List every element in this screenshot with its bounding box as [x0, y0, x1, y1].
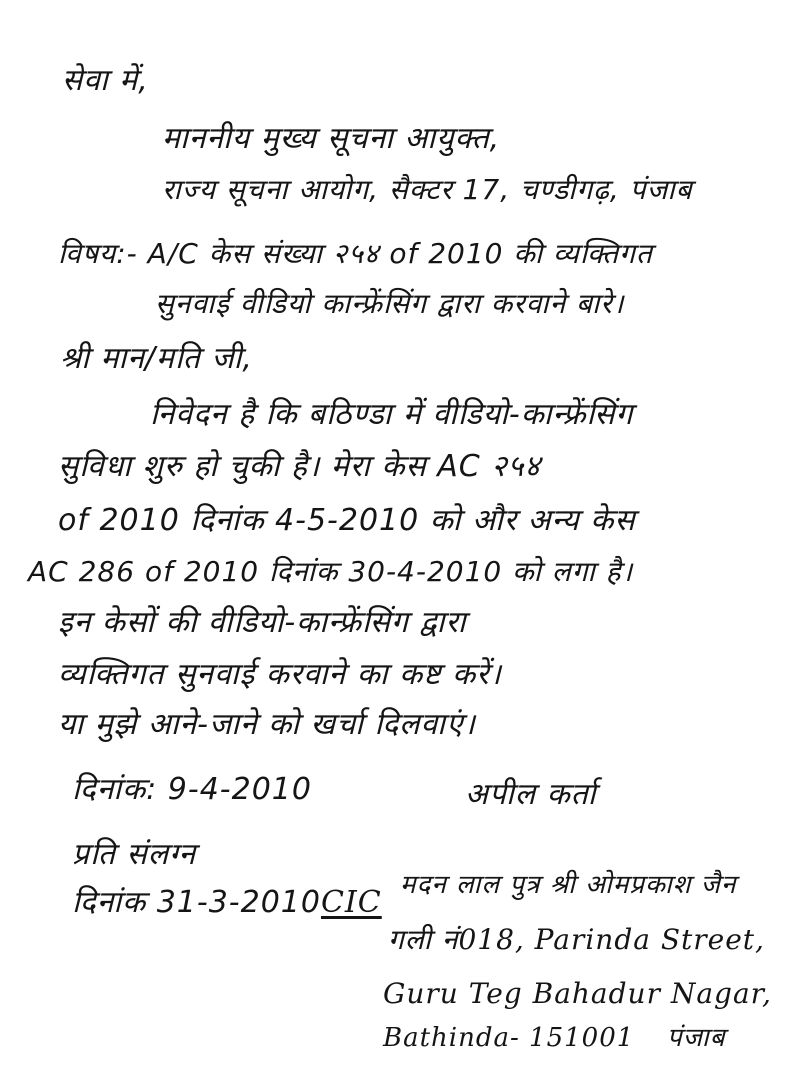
salutation: सेवा में, [62, 63, 149, 98]
addressee-line-1: माननीय मुख्य सूचना आयुक्त, [162, 121, 501, 156]
sender-city: Bathinda- 151001 [383, 1023, 635, 1053]
sender-line-3: Guru Teg Bahadur Nagar, [383, 977, 772, 1010]
body-line-6: व्यक्तिगत सुनवाई करवाने का कष्ट करें। [58, 657, 502, 692]
body-line-1: निवेदन है कि बठिण्डा में वीडियो-कान्फ्रेंसिंग [150, 397, 634, 432]
attachment-label: प्रति संलग्न [72, 837, 197, 872]
signature-label: अपील कर्ता [465, 777, 597, 812]
body-line-3: of 2010 दिनांक 4-5-2010 को और अन्य केस [58, 503, 636, 538]
body-line-2: सुविधा शुरु हो चुकी है। मेरा केस AC २५४ [58, 449, 542, 484]
addressee-line-2: राज्य सूचना आयोग, सैक्टर 17, चण्डीगढ़, पंजाब [162, 173, 693, 206]
letter-date: दिनांक: 9-4-2010 [72, 772, 312, 807]
subject-line-1: विषय:- A/C केस संख्या २५४ of 2010 की व्यक्तिगत [58, 237, 653, 270]
greeting: श्री मान/मति जी, [60, 341, 253, 376]
body-line-4: AC 286 of 2010 दिनांक 30-4-2010 को लगा है। [28, 555, 634, 588]
subject-line-2: सुनवाई वीडियो कान्फ्रेंसिंग द्वारा करवाने बारे। [155, 287, 625, 320]
body-line-7: या मुझे आने-जाने को खर्चा दिलवाएं। [58, 707, 476, 742]
attachment-date-code: CIC [320, 885, 382, 920]
sender-line-4 [383, 1025, 725, 1051]
attachment-date [72, 885, 382, 920]
sender-state: पंजाब [666, 1023, 726, 1053]
body-line-5: इन केसों की वीडियो-कान्फ्रेंसिंग द्वारा [58, 605, 467, 640]
sender-line-1: मदन लाल पुत्र श्री ओमप्रकाश जैन [400, 870, 737, 900]
attachment-date-prefix: दिनांक 31-3-2010 [72, 885, 321, 920]
sender-line-2: गली नं018, Parinda Street, [388, 923, 765, 956]
